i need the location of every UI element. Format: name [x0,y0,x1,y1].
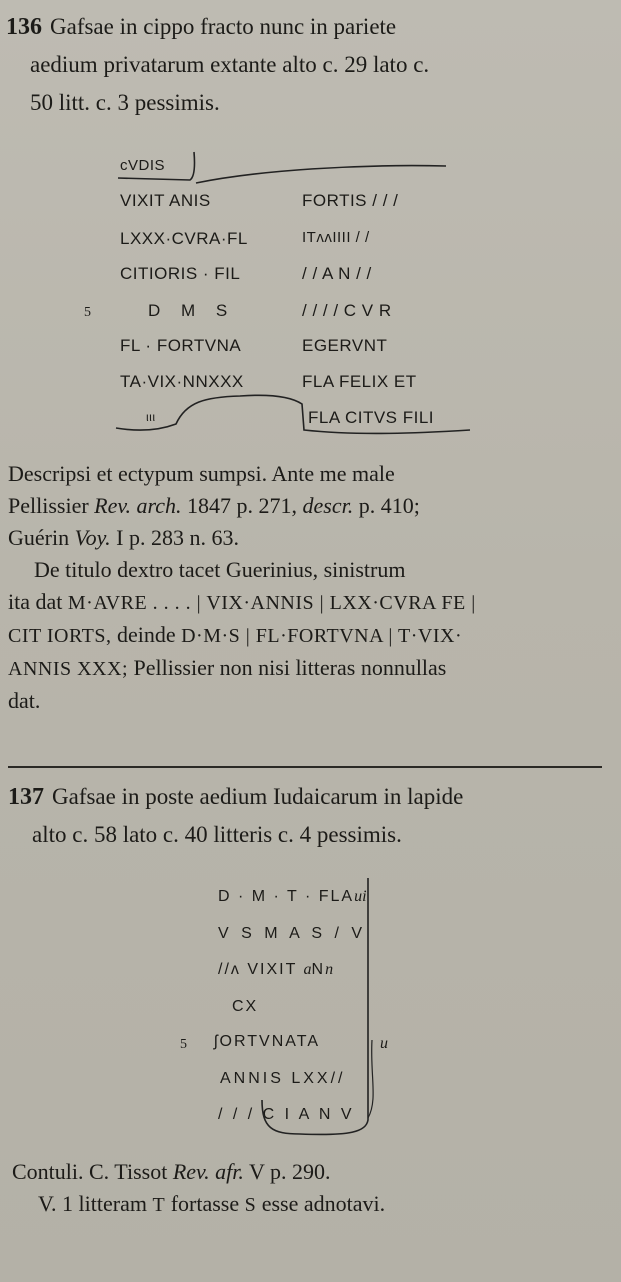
insc136-right-1: FORTIS / / / [302,191,399,210]
insc136-left-8: ιιι [146,410,156,424]
insc136-left-4: CITIORIS · FIL [120,264,241,283]
insc137-line-number: 5 [180,1037,187,1052]
insc136-left-5: D M S [148,301,236,320]
insc136-right-5: EGERVNT [302,336,388,355]
insc137-line4: CX [232,998,259,1015]
note136-para2-line2: ita dat M·AVRE . . . . | VIX·ANNIS | LXX·CVRA FE | [8,589,476,614]
note136-line1: Descripsi et ectypum sumpsi. Ante me male [8,461,395,486]
insc136-line-number: 5 [84,305,91,320]
note136-para2-line4: ANNIS XXX; Pellissier non nisi litteras nonnullas [8,655,447,680]
insc137-line6: ANNIS LXX// [220,1070,346,1087]
insc137-line5-variant: u [380,1035,388,1052]
entry-136-line3: 50 litt. c. 3 pessimis. [30,90,220,115]
insc136-right-3: / / A N / / [302,264,372,283]
entry-137-line1: Gafsae in poste aedium Iudaicarum in lapide [52,784,464,809]
note136-line3: Guérin Voy. I p. 283 n. 63. [8,525,239,550]
insc136-left-1: ᴄVDIS [120,157,166,174]
insc136-left-6: FL · FORTVNA [120,336,242,355]
insc136-left-7: TA·VIX·NNXXX [120,372,244,391]
insc136-right-2: ITᴧᴧIIII / / [302,229,370,246]
entry-136-number: 136 [6,14,42,40]
insc136-left-2: VIXIT ANIS [120,191,211,210]
note137-line2: V. 1 litteram T fortasse S esse adnotavi. [38,1191,386,1216]
entry-136-line1: Gafsae in cippo fracto nunc in pariete [50,14,397,39]
entry-137-line2: alto c. 58 lato c. 40 litteris c. 4 pessimis. [32,822,402,847]
insc137-line2: V S M A S / V [218,925,367,942]
insc137-line1: D · M · T · FLAui [218,888,367,905]
note137-line1: Contuli. C. Tissot Rev. afr. V p. 290. [12,1159,331,1184]
note136-para2-line5: dat. [8,688,41,713]
insc137-line3: //ᴧ VIXIT aNn [218,961,334,978]
entry-137-number: 137 [8,784,44,810]
entry-137-notes [12,1156,608,1221]
insc136-left-3: LXXX·CVRA·FL [120,229,248,248]
insc136-right-6: FLA FELIX ET [302,372,417,391]
note136-line2: Pellissier Rev. arch. 1847 p. 271, descr. p. 410; [8,493,420,518]
note136-para2-line3: CIT IORTS, deinde D·M·S | FL·FORTVNA | T·VIX· [8,622,463,647]
insc136-right-7: FLA CITVS FILI [308,408,435,427]
insc137-line5: ʃORTVNATA [214,1033,321,1050]
entry-136-line2: aedium privatarum extante alto c. 29 lato c. [30,52,430,77]
insc136-right-4: / / / / C V R [302,301,392,320]
insc137-line7: / / / C I A N V [218,1106,355,1123]
note136-para2-line1: De titulo dextro tacet Guerinius, sinistrum [34,557,406,582]
